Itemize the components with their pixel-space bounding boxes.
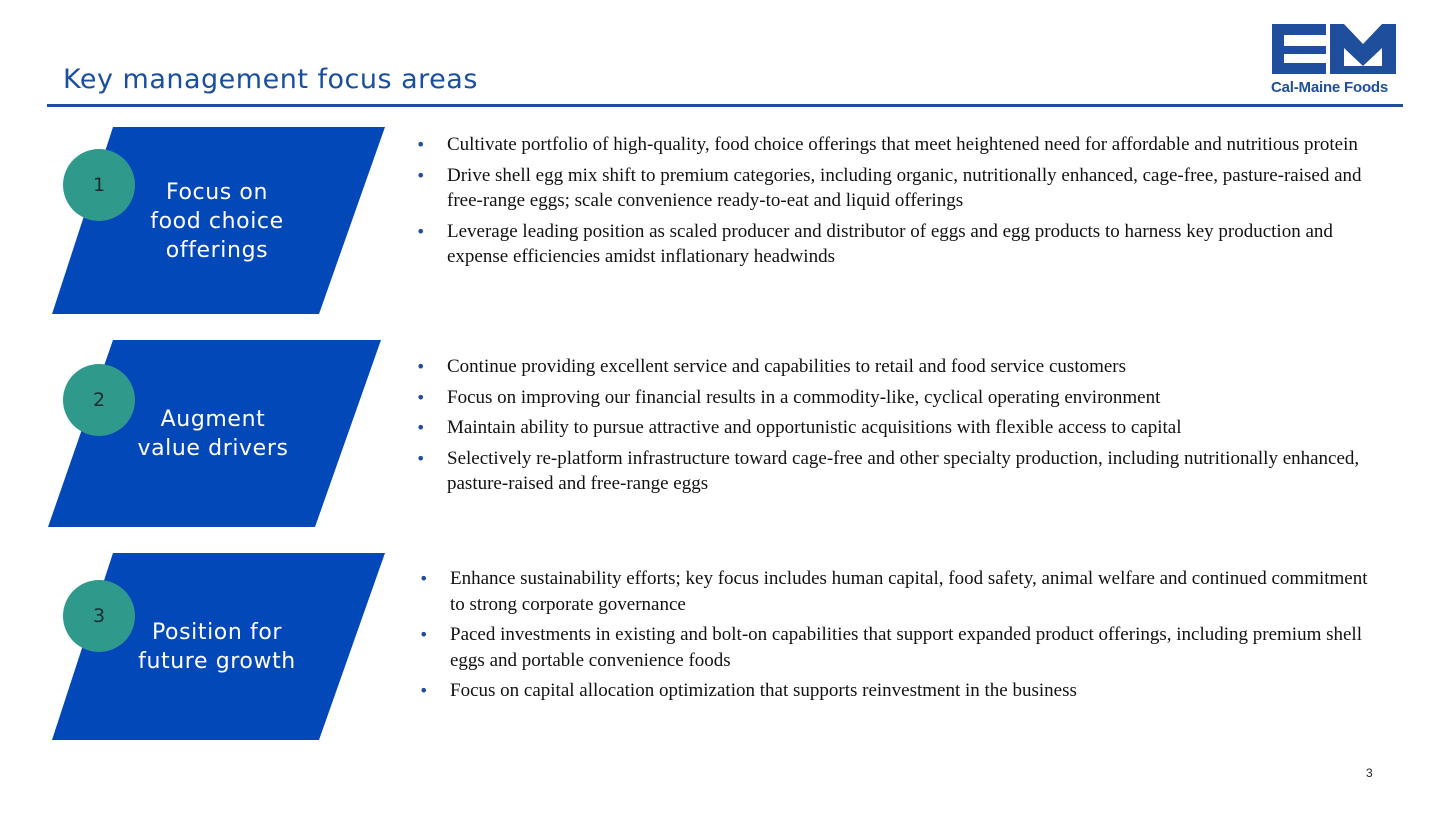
bullet-list-1 <box>416 132 1382 275</box>
list-item: • Focus on capital allocation optimization that supports reinvestment in the business <box>419 678 1382 704</box>
list-item: • Selectively re-platform infrastructure toward cage-free and other specialty production, including nutritionally enhanced, pasture-raised and free-range eggs <box>416 446 1382 497</box>
page-number: 3 <box>1366 766 1373 780</box>
list-item: • Continue providing excellent service and capabilities to retail and food service customers <box>416 354 1382 380</box>
bullet-list-3 <box>419 566 1382 709</box>
list-item: • Paced investments in existing and bolt-on capabilities that support expanded product offerings, including premium shell eggs and portable convenience foods <box>419 622 1382 673</box>
company-logo <box>1270 22 1398 100</box>
list-item: • Maintain ability to pursue attractive and opportunistic acquisitions with flexible access to capital <box>416 415 1382 441</box>
focus-block-1 <box>47 127 392 315</box>
focus-block-2 <box>47 340 392 528</box>
bullet-list-2 <box>416 354 1382 502</box>
section-label: Augment value drivers <box>137 407 289 461</box>
section-label: Position for future growth <box>138 620 296 674</box>
section-number-badge: 3 <box>63 580 135 652</box>
focus-block-3 <box>47 553 392 741</box>
section-label: Focus on food choice offerings <box>150 180 284 263</box>
list-item: • Enhance sustainability efforts; key focus includes human capital, food safety, animal welfare and continued commitment to strong corporate governance <box>419 566 1382 617</box>
list-item: • Cultivate portfolio of high-quality, food choice offerings that meet heightened need for affordable and nutritious protein <box>416 132 1382 158</box>
list-item: • Focus on improving our financial results in a commodity-like, cyclical operating environment <box>416 385 1382 411</box>
section-number-badge: 1 <box>63 149 135 221</box>
list-item: • Drive shell egg mix shift to premium categories, including organic, nutritionally enhanced, cage-free, pasture-raised and free-range eggs; scale convenience ready-to-eat and liquid offerings <box>416 163 1382 214</box>
cm-logo-mark-icon <box>1270 22 1398 78</box>
logo-text: Cal-Maine Foods <box>1271 79 1389 96</box>
page-title: Key management focus areas <box>63 64 478 95</box>
title-divider <box>47 104 1403 107</box>
section-number-badge: 2 <box>63 364 135 436</box>
list-item: • Leverage leading position as scaled producer and distributor of eggs and egg products to harness key production and expense efficiencies amidst inflationary headwinds <box>416 219 1382 270</box>
